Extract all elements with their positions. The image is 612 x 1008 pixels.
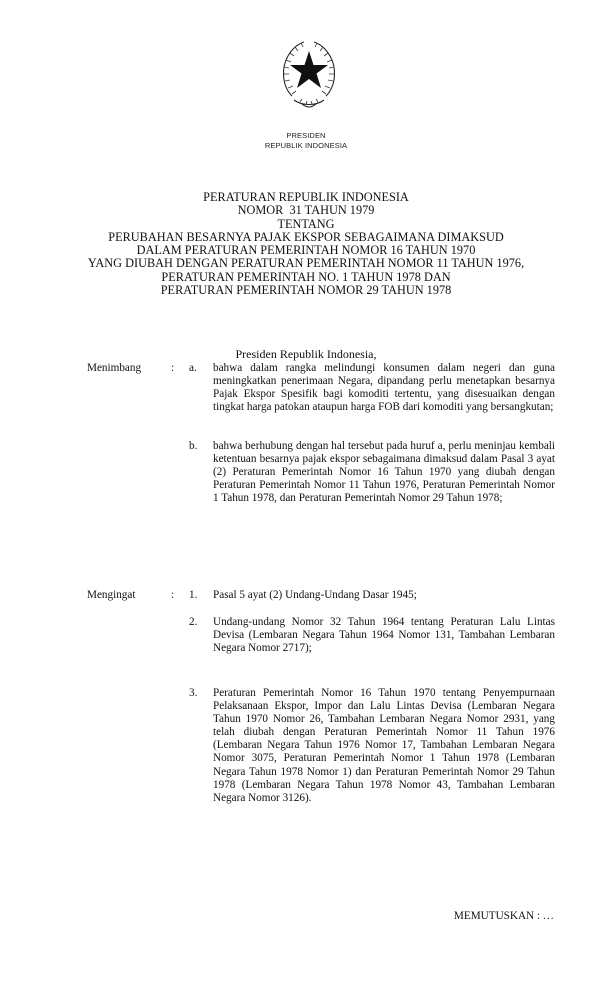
item-text: Peraturan Pemerintah Nomor 16 Tahun 1970 tentang Penyempurnaan Pelaksanaan Ekspor, Impor dan Lalu Lintas Devisa (Lembaran Negara Tahun 1970 Nomor 26, Tambahan Lembaran Negara Nomor 2931, yang telah diubah dengan Peraturan Pemerintah Nomor 11 Tahun 1976 (Lembaran Negara Tahun 1976 Nomor 17, Tambahan Lembaran Negara Nomor 3075, Peraturan Pemerintah Nomor 1 Tahun 1978 (Lembaran Negara Tahun 1978 Nomor 1) dan Peraturan Pemerintah Nomor 29 Tahun 1978 (Lembaran Negara Tahun 1978 Nomor 43, Tambahan Lembaran Negara Nomor 3126). — [213, 687, 555, 804]
item-marker: a. — [189, 362, 197, 374]
item-marker: 1. — [189, 589, 198, 601]
item-marker: 3. — [189, 687, 198, 699]
caption-republik: REPUBLIK INDONESIA — [264, 141, 348, 150]
presidential-emblem-icon — [280, 38, 338, 112]
title-line: TENTANG — [277, 216, 335, 231]
title-line: NOMOR 31 TAHUN 1979 — [237, 203, 375, 218]
menimbang-section — [87, 362, 553, 572]
title-line: PERUBAHAN BESARNYA PAJAK EKSPOR SEBAGAIMANA DIMAKSUD — [108, 229, 504, 244]
item-marker: 2. — [189, 616, 198, 628]
title-line: PERATURAN REPUBLIK INDONESIA — [203, 190, 409, 204]
section-colon: : — [171, 589, 175, 601]
mengingat-section — [87, 589, 553, 879]
item-marker: b. — [189, 440, 198, 452]
caption-presiden: PRESIDEN — [286, 131, 326, 140]
title-line: PERATURAN PEMERINTAH NOMOR 29 TAHUN 1978 — [160, 283, 452, 298]
title-line: YANG DIUBAH DENGAN PERATURAN PEMERINTAH NOMOR 11 TAHUN 1976, — [87, 256, 525, 271]
section-label: Mengingat — [87, 589, 136, 601]
section-label: Menimbang — [87, 362, 142, 374]
opening-line: Presiden Republik Indonesia, — [235, 347, 377, 361]
title-line: PERATURAN PEMERINTAH NO. 1 TAHUN 1978 DAN — [161, 269, 451, 284]
item-text: Pasal 5 ayat (2) Undang-Undang Dasar 1945; — [213, 589, 417, 601]
document-title — [0, 191, 612, 297]
item-text: bahwa dalam rangka melindungi konsumen dalam negeri dan guna meningkatkan penerimaan Negara, dipandang perlu menetapkan besarnya Pajak Ekspor Spesifik bagi komoditi tertentu, yang disesuaikan dengan tingkat harga patokan ataupun harga FOB dari komoditi yang bersangkutan; — [213, 362, 555, 414]
title-line: DALAM PERATURAN PEMERINTAH NOMOR 16 TAHUN 1970 — [136, 243, 476, 258]
item-text: Undang-undang Nomor 32 Tahun 1964 tentang Peraturan Lalu Lintas Devisa (Lembaran Negara Tahun 1964 Nomor 131, Tambahan Lembaran Negara Nomor 2717); — [213, 616, 555, 655]
item-text: bahwa berhubung dengan hal tersebut pada huruf a, perlu meninjau kembali ketentuan besarnya pajak ekspor sebagaimana dimaksud dalam Pasal 3 ayat (2) Peraturan Pemerintah Nomor 16 Tahun 1970 yang diubah dengan Peraturan Pemerintah Nomor 11 Tahun 1976, Peraturan Pemerintah Nomor 1 Tahun 1978, dan Peraturan Pemerintah Nomor 29 Tahun 1978; — [213, 440, 555, 505]
emblem-caption — [0, 131, 612, 151]
memutuskan-continuation: MEMUTUSKAN : … — [453, 910, 554, 922]
section-colon: : — [171, 362, 175, 374]
